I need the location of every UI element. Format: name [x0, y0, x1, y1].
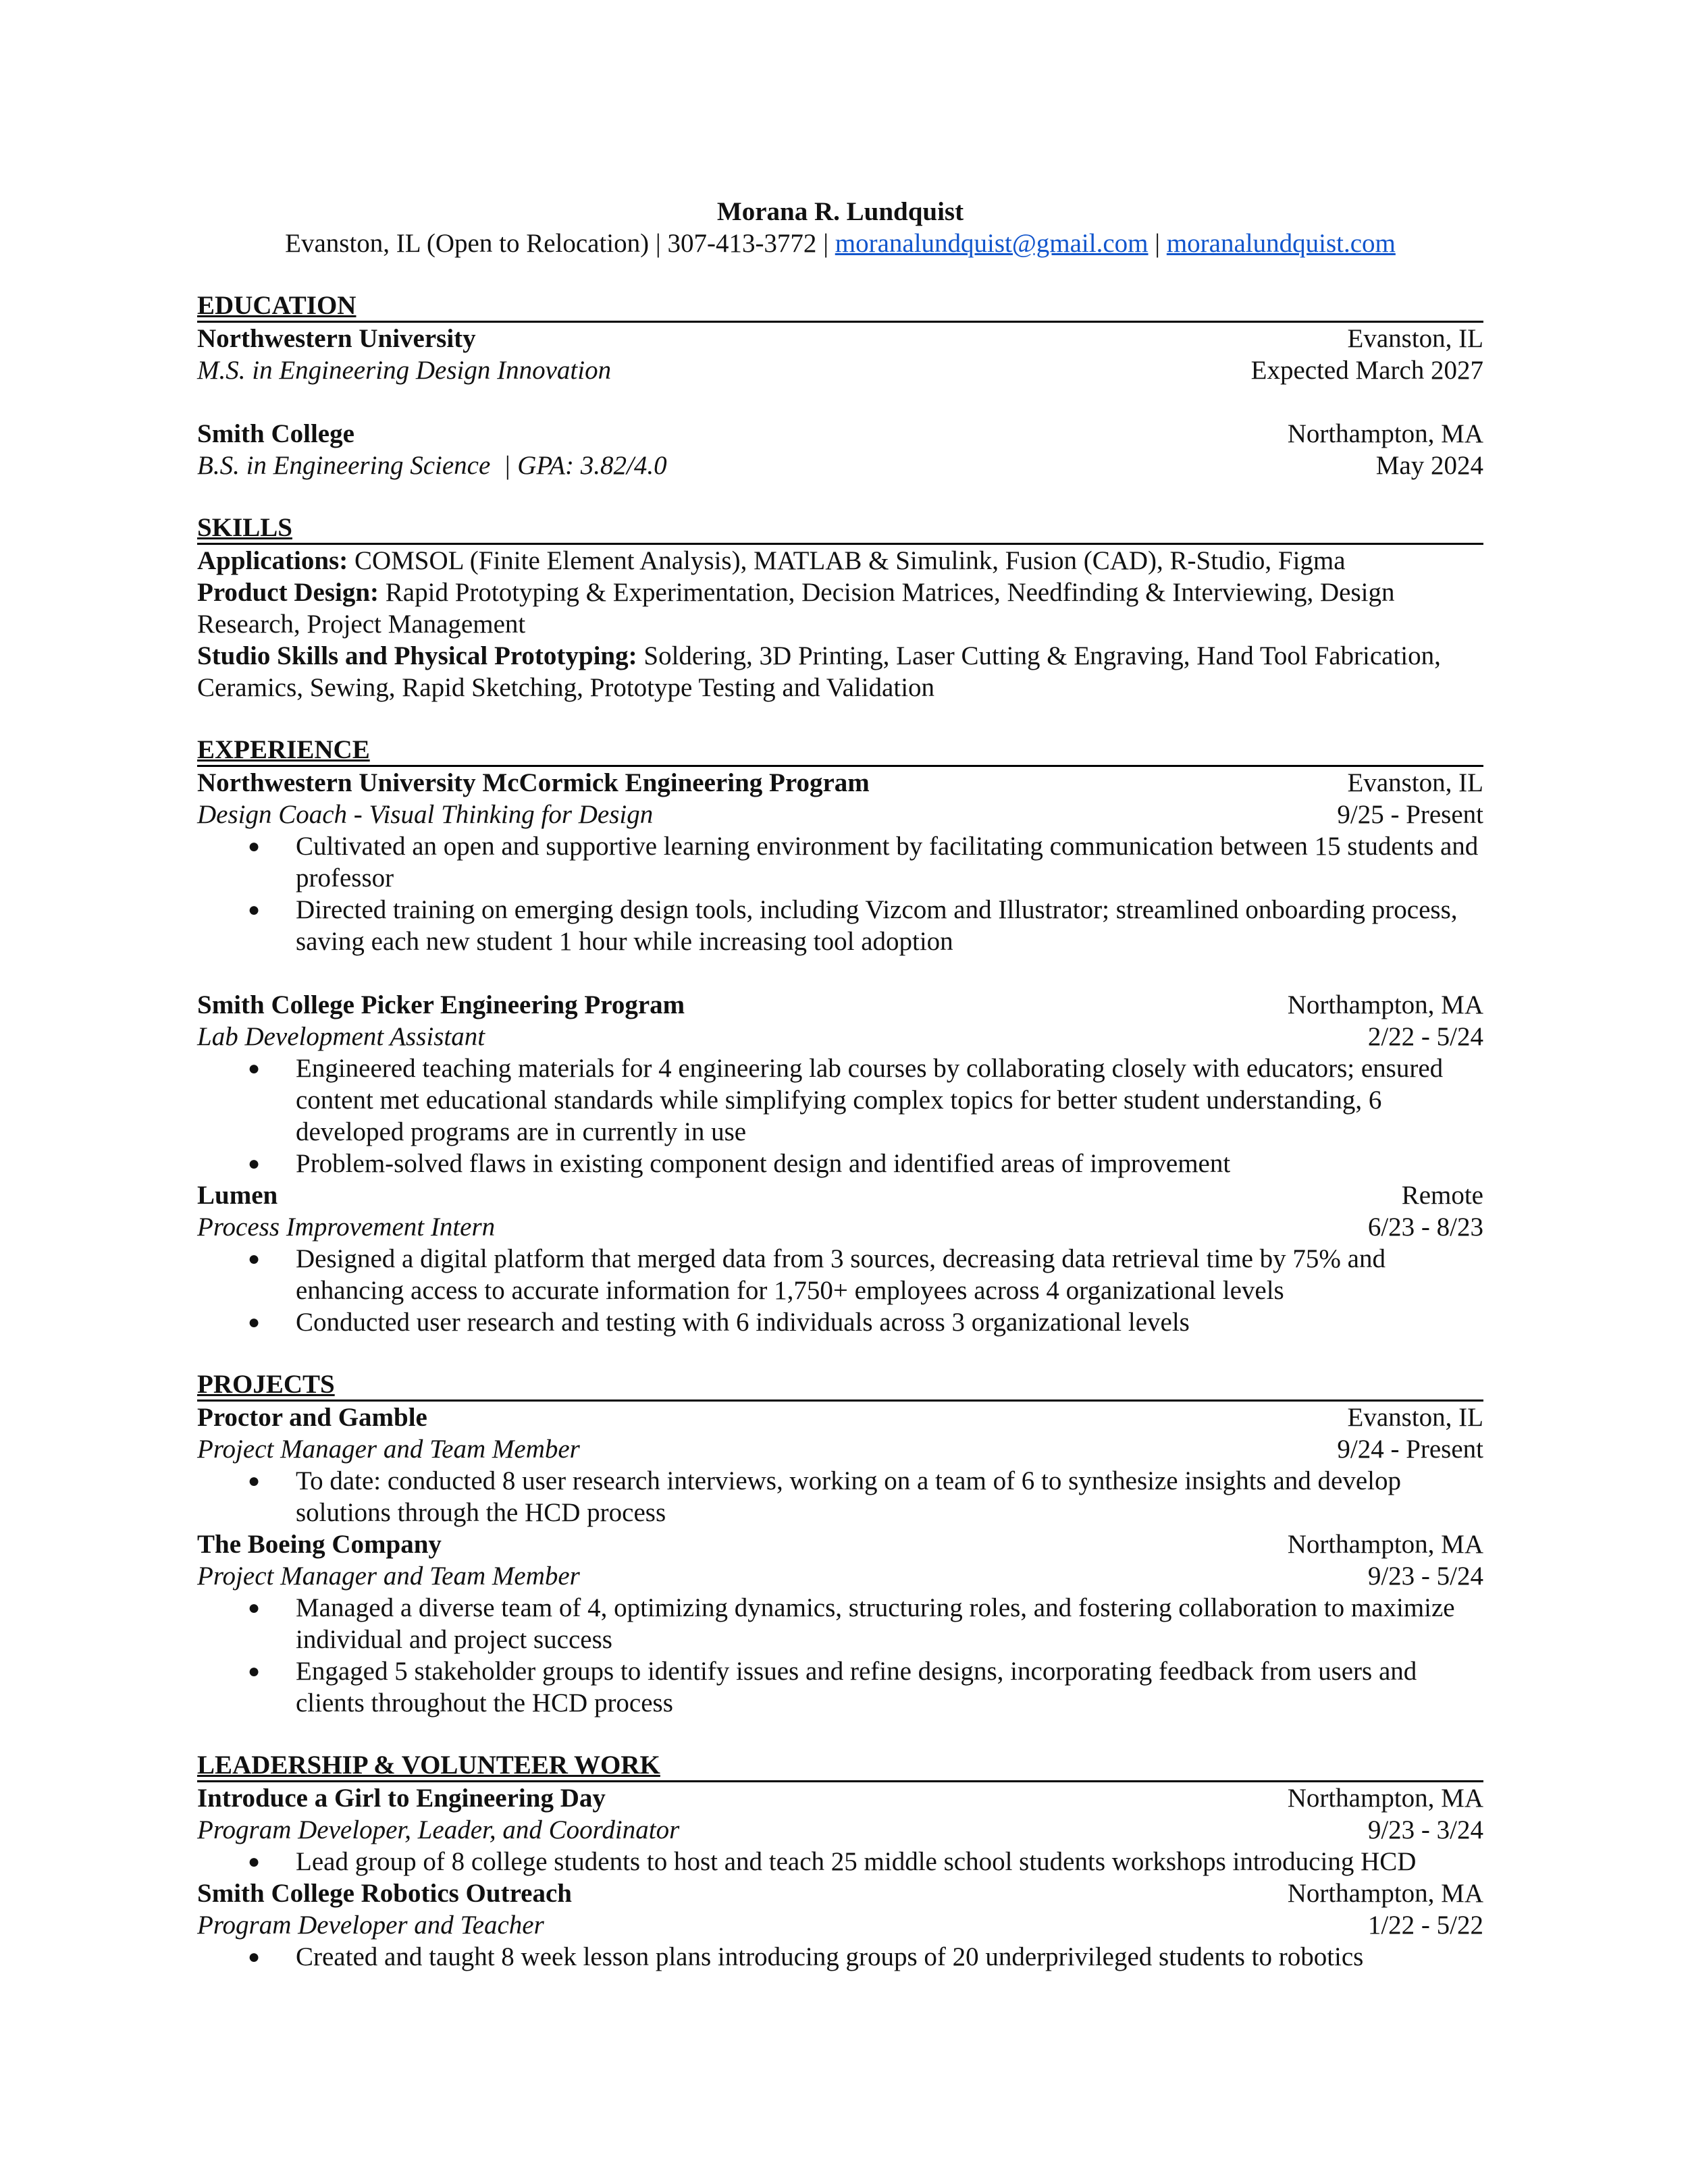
degree: B.S. in Engineering Science | GPA: 3.82/4.0	[197, 451, 667, 480]
bullet-item: ● Created and taught 8 week lesson plans introducing groups of 20 underprivileged students to robotics	[197, 1941, 1483, 1973]
degree: M.S. in Engineering Design Innovation	[197, 356, 612, 385]
resume-page	[197, 196, 1483, 1973]
bullet-list	[197, 1053, 1483, 1179]
bullet-item: ● Lead group of 8 college students to host and teach 25 middle school students workshops introducing HCD	[197, 1846, 1483, 1877]
role-date: 9/23 - 3/24	[1367, 1815, 1483, 1844]
skill-text: Soldering, 3D Printing, Laser Cutting & Engraving, Hand Tool Fabrication, Ceramics, Sewing, Rapid Sketching, Prototype Testing and Validation	[197, 641, 1441, 702]
leadership-heading: LEADERSHIP & VOLUNTEER WORK	[197, 1751, 1483, 1782]
resume-header	[197, 196, 1483, 259]
role-title: Program Developer and Teacher	[197, 1911, 544, 1940]
education-heading: EDUCATION	[197, 291, 1483, 323]
contact-phone: 307-413-3772	[667, 229, 817, 258]
leadership-entry	[197, 1877, 1483, 1973]
org-name: The Boeing Company	[197, 1530, 442, 1559]
school-name: Northwestern University	[197, 324, 476, 353]
role-date: 9/23 - 5/24	[1367, 1562, 1483, 1591]
org-name: Proctor and Gamble	[197, 1403, 427, 1432]
bullet-item: ● Directed training on emerging design tools, including Vizcom and Illustrator; streamlined onboarding process, saving each new student 1 hour while increasing tool adoption	[197, 894, 1483, 957]
org-location: Remote	[1401, 1181, 1483, 1210]
role-title: Project Manager and Team Member	[197, 1435, 580, 1464]
skill-text: COMSOL (Finite Element Analysis), MATLAB & Simulink, Fusion (CAD), R-Studio, Figma	[348, 546, 1346, 575]
org-location: Northampton, MA	[1287, 990, 1483, 1019]
email-link[interactable]: moranalundquist@gmail.com	[835, 229, 1149, 258]
project-entry	[197, 1528, 1483, 1719]
skill-label: Product Design:	[197, 578, 379, 607]
contact-line	[197, 228, 1483, 259]
role-title: Lab Development Assistant	[197, 1022, 485, 1051]
projects-heading: PROJECTS	[197, 1370, 1483, 1402]
project-entry	[197, 1402, 1483, 1528]
contact-separator: |	[1155, 229, 1161, 258]
education-entry	[197, 418, 1483, 481]
role-title: Program Developer, Leader, and Coordinator	[197, 1815, 680, 1844]
degree-date: Expected March 2027	[1250, 356, 1483, 385]
bullet-list	[197, 1592, 1483, 1719]
role-date: 9/25 - Present	[1337, 800, 1483, 829]
org-name: Introduce a Girl to Engineering Day	[197, 1784, 606, 1813]
degree-date: May 2024	[1375, 451, 1483, 480]
bullet-list	[197, 1941, 1483, 1973]
skill-label: Applications:	[197, 546, 348, 575]
role-title: Design Coach - Visual Thinking for Design	[197, 800, 654, 829]
school-name: Smith College	[197, 419, 354, 448]
role-title: Project Manager and Team Member	[197, 1562, 580, 1591]
bullet-item: ● To date: conducted 8 user research interviews, working on a team of 6 to synthesize insights and develop solutions through the HCD process	[197, 1465, 1483, 1528]
contact-separator: |	[823, 229, 828, 258]
skill-text: Rapid Prototyping & Experimentation, Decision Matrices, Needfinding & Interviewing, Design Research, Project Management	[197, 578, 1395, 639]
org-name: Smith College Robotics Outreach	[197, 1879, 572, 1908]
role-date: 6/23 - 8/23	[1367, 1213, 1483, 1242]
skill-label: Studio Skills and Physical Prototyping:	[197, 641, 637, 670]
school-location: Northampton, MA	[1287, 419, 1483, 448]
bullet-list	[197, 830, 1483, 957]
experience-heading: EXPERIENCE	[197, 735, 1483, 767]
role-date: 2/22 - 5/24	[1367, 1022, 1483, 1051]
skills-heading: SKILLS	[197, 513, 1483, 545]
website-link[interactable]: moranalundquist.com	[1166, 229, 1396, 258]
contact-location: Evanston, IL (Open to Relocation)	[285, 229, 650, 258]
org-location: Evanston, IL	[1347, 768, 1483, 797]
candidate-name: Morana R. Lundquist	[716, 197, 964, 226]
bullet-item: ● Designed a digital platform that merged data from 3 sources, decreasing data retrieval time by 75% and enhancing access to accurate information for 1,750+ employees across 4 organizational levels	[197, 1243, 1483, 1306]
bullet-item: ● Managed a diverse team of 4, optimizing dynamics, structuring roles, and fostering collaboration to maximize individual and project success	[197, 1592, 1483, 1655]
experience-entry	[197, 1179, 1483, 1338]
bullet-item: ● Engineered teaching materials for 4 engineering lab courses by collaborating closely with educators; ensured content met educational standards while simplifying complex topics for better student understanding, 6 developed programs are in currently in use	[197, 1053, 1483, 1148]
contact-separator: |	[655, 229, 661, 258]
bullet-item: ● Engaged 5 stakeholder groups to identify issues and refine designs, incorporating feedback from users and clients throughout the HCD process	[197, 1655, 1483, 1719]
school-location: Evanston, IL	[1347, 324, 1483, 353]
role-date: 1/22 - 5/22	[1367, 1911, 1483, 1940]
bullet-list	[197, 1465, 1483, 1528]
experience-entry	[197, 989, 1483, 1179]
bullet-item: ● Cultivated an open and supportive learning environment by facilitating communication between 15 students and professor	[197, 830, 1483, 894]
skill-line-studio	[197, 640, 1483, 703]
education-entry	[197, 323, 1483, 386]
skill-line-applications	[197, 545, 1483, 577]
bullet-item: ● Problem-solved flaws in existing component design and identified areas of improvement	[197, 1148, 1483, 1179]
org-location: Northampton, MA	[1287, 1530, 1483, 1559]
org-location: Northampton, MA	[1287, 1879, 1483, 1908]
bullet-list	[197, 1846, 1483, 1877]
org-location: Evanston, IL	[1347, 1403, 1483, 1432]
role-date: 9/24 - Present	[1337, 1435, 1483, 1464]
role-title: Process Improvement Intern	[197, 1213, 496, 1242]
skill-line-product-design	[197, 577, 1483, 640]
org-location: Northampton, MA	[1287, 1784, 1483, 1813]
bullet-list	[197, 1243, 1483, 1338]
bullet-item: ● Conducted user research and testing with 6 individuals across 3 organizational levels	[197, 1306, 1483, 1338]
org-name: Northwestern University McCormick Engineering Program	[197, 768, 870, 797]
org-name: Smith College Picker Engineering Program	[197, 990, 685, 1019]
org-name: Lumen	[197, 1181, 278, 1210]
experience-entry	[197, 767, 1483, 957]
leadership-entry	[197, 1782, 1483, 1877]
